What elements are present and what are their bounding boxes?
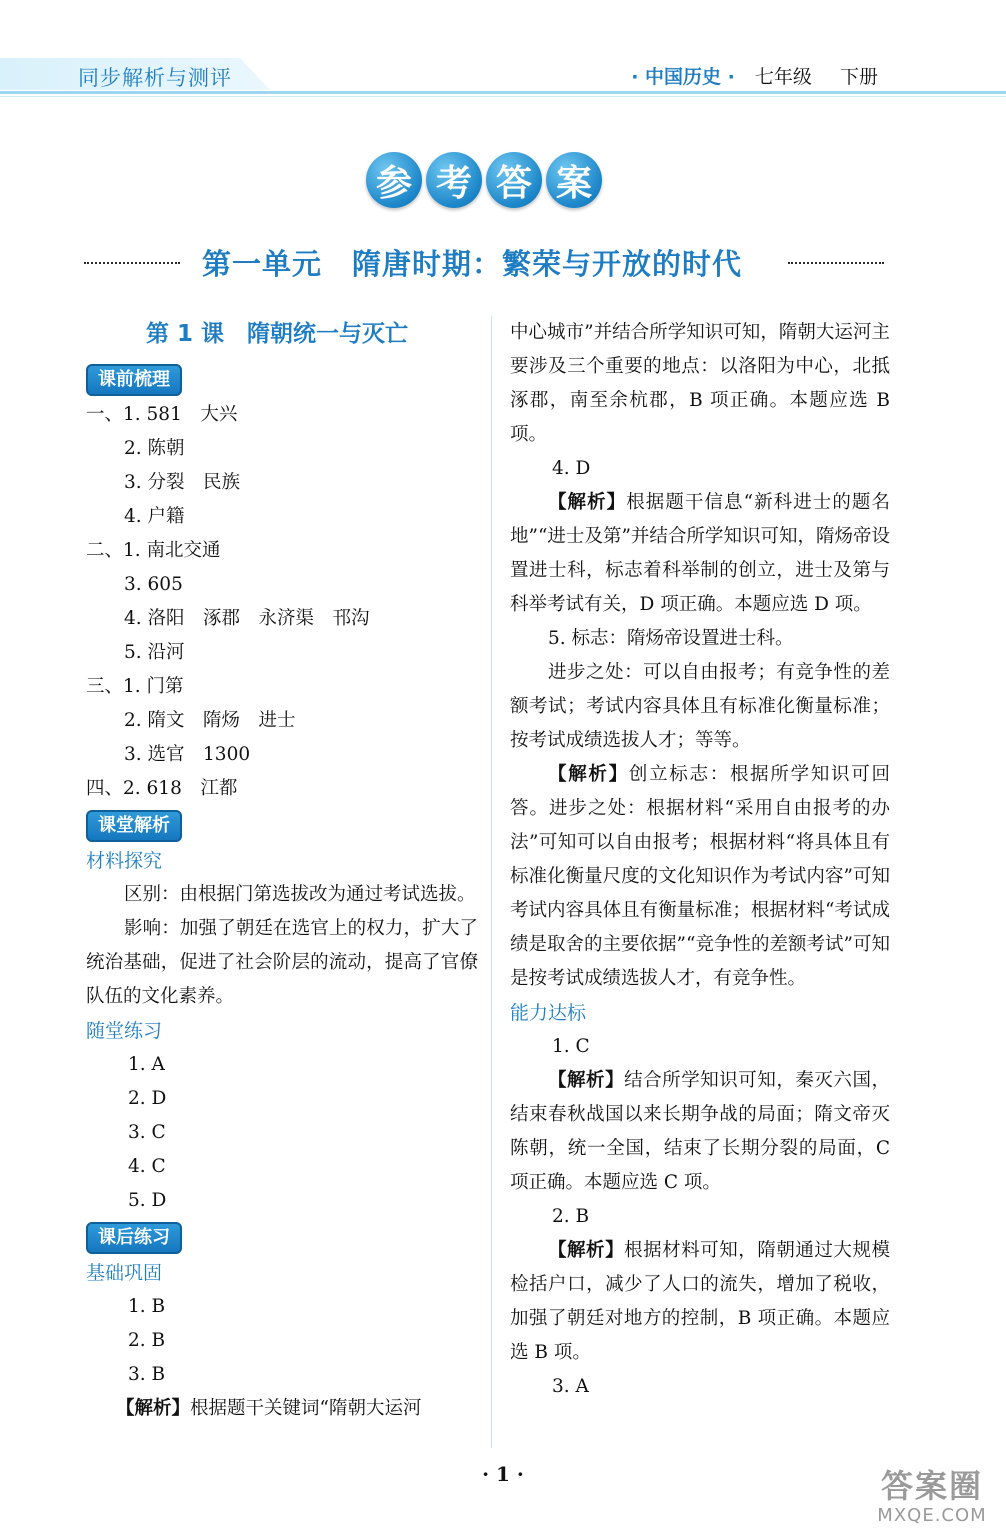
unit-title: 第一单元 隋唐时期：繁荣与开放的时代: [202, 247, 743, 281]
analysis-text: 创立标志：根据所学知识可回答。进步之处：根据材料“采用自由报考的办法”可知可以自由报考；根据材料“将具体且有标准化衡量尺度的文化知识作为考试内容”可知考试内容具体且有衡量标准；根据材料“考试成绩是取舍的主要依据”“竞争性的差额考试”可知是按考试成绩选拔人才，有竞争性。: [510, 764, 890, 989]
title-char: 案: [546, 152, 602, 208]
practice-answer: 5. D: [128, 1190, 167, 1211]
subject-label: · 中国历史 ·: [631, 66, 735, 88]
analysis-text: 结合所学知识可知，秦灭六国，结束春秋战国以来长期争战的局面；隋文帝灭陈朝，统一全国，结束了长期分裂的局面，C 项正确。本题应选 C 项。: [510, 1070, 890, 1193]
analysis-q5: [510, 758, 890, 996]
pre-class-answer-line: 一、1. 581 大兴: [86, 404, 238, 425]
analysis-label: 【解析】: [116, 1398, 191, 1419]
practice-answer: 4. C: [128, 1156, 166, 1177]
analysis-a1: [510, 1064, 890, 1200]
material-answer-2: 影响：加强了朝廷在选官上的权力，扩大了统治基础，促进了社会阶层的流动，提高了官僚队伍的文化素养。: [86, 918, 478, 1007]
watermark-url: MXQE.COM: [877, 1505, 987, 1526]
title-char: 考: [426, 152, 482, 208]
pre-class-answer-line: 4. 户籍: [124, 506, 185, 527]
continued-analysis: 中心城市”并结合所学知识可知，隋朝大运河主要涉及三个重要的地点：以洛阳为中心，北抵涿郡，南至余杭郡，B 项正确。本题应选 B 项。: [510, 322, 890, 445]
analysis-line: [86, 1392, 478, 1426]
pre-class-answer-line: 四、2. 618 江都: [86, 778, 238, 799]
subheading-material: 材料探究: [86, 850, 163, 872]
analysis-text: 根据题干关键词“隋朝大运河: [190, 1398, 422, 1419]
analysis-q4: [510, 486, 890, 622]
practice-answer: 3. C: [128, 1122, 166, 1143]
left-column: [86, 316, 478, 1426]
page-title: [366, 152, 606, 212]
pre-class-answer-line: 三、1. 门第: [86, 676, 184, 697]
header-rule-thin: [0, 96, 1006, 97]
dotted-rule-left: [84, 262, 180, 264]
ability-answer-3: 3. A: [552, 1376, 589, 1397]
subheading-practice: 随堂练习: [86, 1020, 163, 1042]
basic-answer: 2. B: [128, 1330, 166, 1351]
subheading-ability: 能力达标: [510, 1002, 587, 1024]
title-char: 参: [366, 152, 422, 208]
pre-class-answer-line: 2. 陈朝: [124, 438, 185, 459]
header-subject-info: [631, 62, 878, 89]
answer-q4: 4. D: [552, 458, 591, 479]
page-number: · 1 ·: [482, 1462, 524, 1486]
pre-class-answers: [86, 398, 478, 806]
analysis-text: 根据材料可知，隋朝通过大规模检括户口，减少了人口的流失，增加了税收，加强了朝廷对地方的控制，B 项正确。本题应选 B 项。: [510, 1240, 890, 1363]
right-column: [510, 316, 890, 1404]
answer-q5-sign: 5. 标志：隋炀帝设置进士科。: [548, 628, 794, 649]
analysis-text: 根据题干信息“新科进士的题名地”“进士及第”并结合所学知识可知，隋炀帝设置进士科，标志着科举制的创立，进士及第与科举考试有关，D 项正确。本题应选 D 项。: [510, 492, 890, 615]
pre-class-answer-line: 3. 选官 1300: [124, 744, 251, 765]
section-badge-after-class: 课后练习: [86, 1222, 182, 1254]
practice-answer: 2. D: [128, 1088, 167, 1109]
analysis-label: 【解析】: [548, 1070, 625, 1091]
pre-class-answer-line: 5. 沿河: [124, 642, 185, 663]
volume-label: 下册: [839, 66, 878, 88]
analysis-label: 【解析】: [548, 1240, 625, 1261]
basic-answer: 1. B: [128, 1296, 166, 1317]
column-divider: [491, 316, 492, 1448]
analysis-a2: [510, 1234, 890, 1370]
pre-class-answer-line: 二、1. 南北交通: [86, 540, 221, 561]
watermark-text: 答案圈: [880, 1467, 983, 1505]
ability-answer-1: 1. C: [552, 1036, 590, 1057]
analysis-label: 【解析】: [548, 764, 629, 785]
ability-answer-2: 2. B: [552, 1206, 590, 1227]
unit-heading: [84, 242, 884, 290]
section-badge-pre-class: 课前梳理: [86, 364, 182, 396]
title-char: 答: [486, 152, 542, 208]
pre-class-answer-line: 3. 605: [124, 574, 183, 595]
basic-answer: 3. B: [128, 1364, 166, 1385]
material-answer-1: 区别：由根据门第选拔改为通过考试选拔。: [124, 884, 476, 905]
pre-class-answer-line: 2. 隋文 隋炀 进士: [124, 710, 296, 731]
subheading-basic: 基础巩固: [86, 1262, 163, 1284]
analysis-label: 【解析】: [548, 492, 627, 513]
header-rule: [0, 91, 1006, 94]
section-badge-in-class: 课堂解析: [86, 810, 182, 842]
pre-class-answer-line: 3. 分裂 民族: [124, 472, 241, 493]
dotted-rule-right: [788, 262, 884, 264]
lesson-title: 第 1 课 隋朝统一与灭亡: [146, 321, 409, 347]
answer-q5-progress: 进步之处：可以自由报考；有竞争性的差额考试；考试内容具体且有标准化衡量标准；按考试成绩选拔人才；等等。: [510, 662, 890, 751]
pre-class-answer-line: 4. 洛阳 涿郡 永济渠 邗沟: [124, 608, 370, 629]
book-series-title: 同步解析与测评: [78, 66, 232, 90]
grade-label: 七年级: [754, 66, 812, 88]
practice-answer: 1. A: [128, 1054, 165, 1075]
watermark-logo: [872, 1466, 992, 1532]
